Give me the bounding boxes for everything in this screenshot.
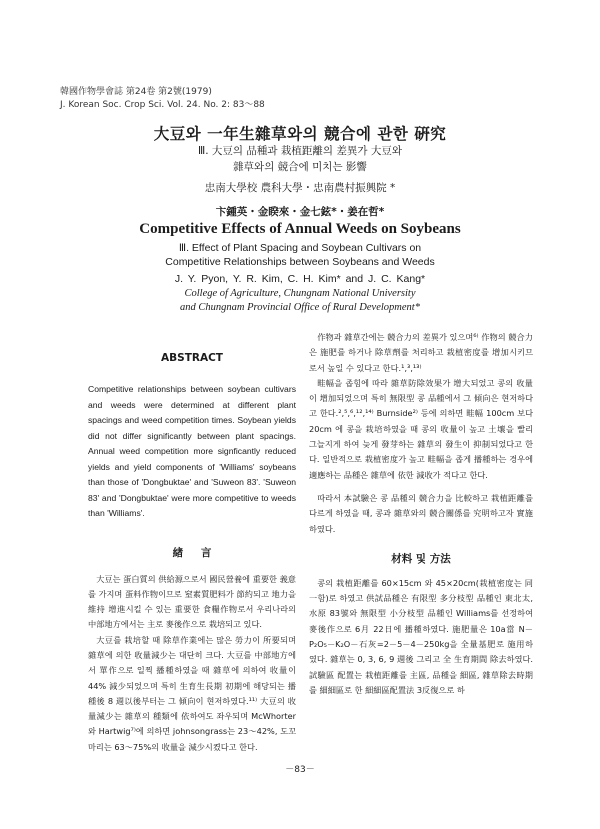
korean-subtitle xyxy=(0,143,600,175)
korean-subtitle-line1: Ⅲ. 大豆의 品種과 栽植距離의 差異가 大豆와 xyxy=(198,145,402,157)
korean-subtitle-line2: 雜草와의 競合에 미치는 影響 xyxy=(233,161,367,173)
english-affiliation-line2: and Chungnam Provincial Office of Rural Development* xyxy=(180,302,420,313)
english-affiliation xyxy=(0,287,600,315)
journal-citation xyxy=(60,86,265,112)
page-number: －83－ xyxy=(285,765,315,775)
korean-affiliation: 忠南大學校 農科大學・忠南農村振興院 * xyxy=(204,182,396,194)
methods-heading: 材料 및 方法 xyxy=(391,552,451,565)
english-affiliation-line1: College of Agriculture, Chungnam National University xyxy=(184,288,416,299)
journal-line-english: J. Korean Soc. Crop Sci. Vol. 24. No. 2: 83～88 xyxy=(60,100,265,110)
abstract-heading: ABSTRACT xyxy=(161,352,223,364)
english-title: Competitive Effects of Annual Weeds on Soybeans xyxy=(139,221,461,237)
right-column xyxy=(309,330,533,698)
intro-paragraph-3: 作物과 雜草간에는 競合力의 差異가 있으며⁶⁾ 作物의 競合力은 施肥를 하거나 除草劑를 처리하고 栽植密度를 增加시키므로서 높일 수 있다고 한다.¹‚³‚¹³⁾ xyxy=(309,332,533,373)
left-column xyxy=(88,330,296,755)
intro-paragraph-1: 大豆는 蛋白質의 供給源으로서 國民營養에 重要한 義意를 가지며 蛋料作物이므로 窒素質肥料가 節約되고 地力을 維持 增進시킬 수 있는 重要한 食糧作物로서 우리나라의 中部地方에서는 主로 麥後作으로 栽培되고 있다. xyxy=(88,573,296,630)
english-subtitle xyxy=(0,241,600,269)
abstract-text: Competitive relationships between soybean cultivars and weeds were determined at different plant spacings and weed competition times. Soybean yields did not differ significantly between plant spacings. Annual weed competition more signficantly reduced yields and yield components of 'Williams' soybeans than those of 'Dongbuktae' and 'Suweon 83'. 'Suweon 83' and 'Dongbuktae' were more competitive to weeds than 'Williams'. xyxy=(88,384,296,518)
korean-title: 大豆와 一年生雜草와의 競合에 관한 硏究 xyxy=(153,125,447,143)
journal-line-korean: 韓國作物學會誌 第24卷 第2號(1979) xyxy=(60,87,212,97)
english-subtitle-line1: Ⅲ. Effect of Plant Spacing and Soybean Cultivars on xyxy=(178,242,422,254)
intro-paragraph-5: 따라서 本試驗은 콩 品種의 競合力을 比較하고 栽植距離를 다르게 하였을 때, 콩과 雜草와의 競合關係를 究明하고자 實施하였다. xyxy=(309,492,533,534)
intro-paragraph-2: 大豆를 栽培할 때 除草作業에는 많은 勞力이 所要되며 雜草에 의한 收量減少는 대단히 크다. 大豆를 中部地方에서 單作으로 일찍 播種하였을 때 雜草에 의하여 收量이 44% 減少되었으며 특히 生育生長期 初期에 해당되는 播種後 8 週以後부터는 그 傾向이 현저하였다.¹¹⁾ 大豆의 收量減少는 雜草의 種類에 依하여도 좌우되며 McWhorter와 Hartwig⁷⁾에 의하면 johnsongrass는 23～42%, 도꼬마리는 63～75%의 收量을 減少시켰다고 한다. xyxy=(88,634,296,752)
korean-authors: 卞鍾英・金睽來・金七鉉*・姜在哲* xyxy=(215,206,385,218)
english-authors: J. Y. Pyon, Y. R. Kim, C. H. Kim* and J. C. Kang* xyxy=(174,273,426,285)
intro-heading: 緖 言 xyxy=(172,546,212,559)
intro-paragraph-4: 畦幅을 좁힘에 따라 雜草防除效果가 增大되었고 콩의 收量이 增加되었으며 특히 無限型 콩 品種에서 그 傾向은 현저하다고 한다.²‚⁵‚⁶‚¹²‚¹⁴⁾ Burnside²⁾ 등에 의하면 畦幅 100cm 보다 20cm 에 콩을 栽培하였을 때 콩의 收量이 높고 土壤을 빨리 그늘지게 하여 늦게 發芽하는 雜草의 發生이 抑制되었다고 한다. 일반적으로 栽植密度가 높고 畦幅을 좁게 播種하는 경우에 適應하는 品種은 雜草에 依한 減收가 적다고 한다. xyxy=(309,377,533,480)
methods-paragraph-1: 콩의 栽植距離를 60×15cm 와 45×20cm(栽植密度는 同一함)로 하였고 供試品種은 有限型 多分枝型 品種인 東北太, 水原 83號와 無限型 小分枝型 品種인 Williams를 선정하여 麥後作으로 6月 22日에 播種하였다. 施肥量은 10a當 N－P₂O₅－K₂O－石灰=2－5－4－250kg을 全量基肥로 施用하였다. 雜草는 0, 3, 6, 9 週後 그리고 全 生育期間 除去하였다. 試驗區 配置는 栽植距離를 主區, 品種을 細區, 雜草除去時期를 細細區로 한 細細區配置法 3反復으로 하 xyxy=(309,577,533,695)
english-subtitle-line2: Competitive Relationships between Soybeans and Weeds xyxy=(165,256,435,268)
